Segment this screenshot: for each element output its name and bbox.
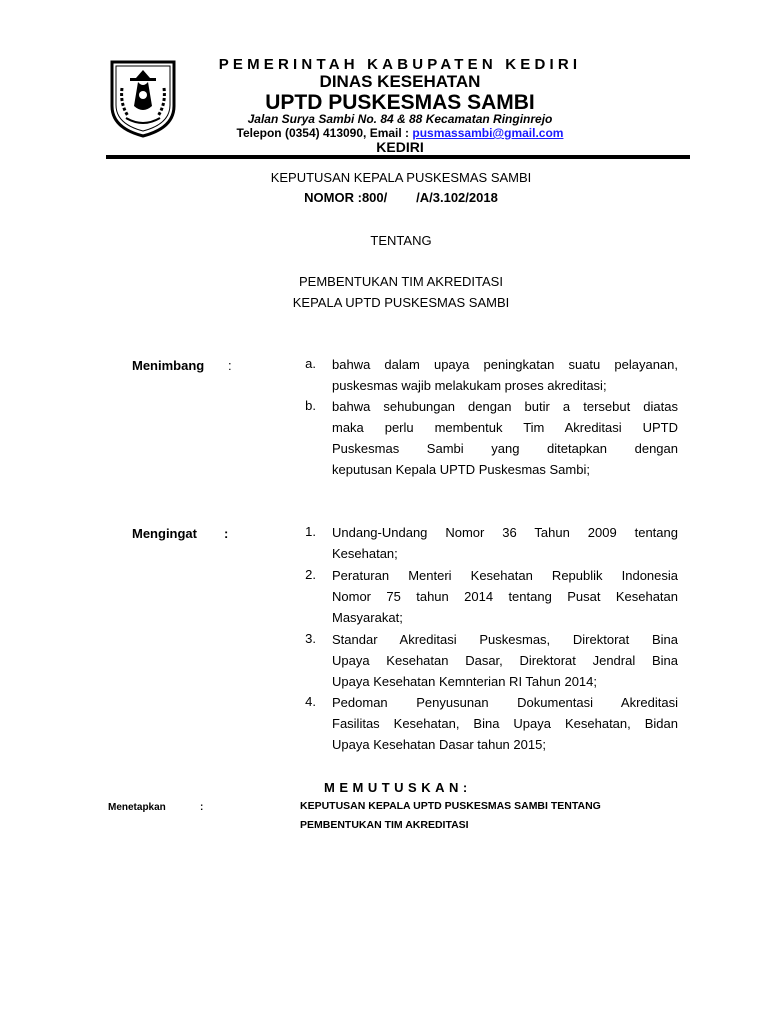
clause-line: Upaya Kesehatan Kemnterian RI Tahun 2014; [332, 674, 597, 689]
clause-line: Peraturan Menteri Kesehatan Republik Indonesia [332, 568, 678, 583]
menetapkan-colon: : [200, 802, 204, 813]
clause-line: Nomor 75 tahun 2014 tentang Pusat Kesehatan [332, 589, 678, 604]
decree-subject-line-2: KEPALA UPTD PUSKESMAS SAMBI [292, 295, 510, 310]
menetapkan-line-1: KEPUTUSAN KEPALA UPTD PUSKESMAS SAMBI TENTANG [300, 800, 601, 812]
mengingat-item [332, 692, 678, 755]
email-link[interactable]: pusmassambi@gmail.com [412, 126, 564, 140]
mengingat-marker: 2. [305, 567, 316, 582]
menimbang-item [332, 396, 678, 480]
mengingat-item [332, 522, 678, 564]
menimbang-marker: b. [305, 398, 316, 413]
memutuskan-heading: MEMUTUSKAN: [324, 780, 472, 795]
menimbang-item [332, 354, 678, 396]
letterhead-divider [106, 155, 690, 159]
menimbang-label: Menimbang [132, 358, 205, 373]
clause-line: Upaya Kesehatan Dasar tahun 2015; [332, 737, 546, 752]
clause-line: keputusan Kepala UPTD Puskesmas Sambi; [332, 462, 590, 477]
letterhead-government: PEMERINTAH KABUPATEN KEDIRI [218, 56, 582, 73]
decree-tentang: TENTANG [370, 233, 432, 248]
letterhead-institution: UPTD PUSKESMAS SAMBI [265, 91, 535, 114]
decree-title: KEPUTUSAN KEPALA PUSKESMAS SAMBI [270, 170, 532, 185]
clause-line: Masyarakat; [332, 610, 403, 625]
clause-line: bahwa dalam upaya peningkatan suatu pelayanan, [332, 357, 678, 372]
decree-subject-line-1: PEMBENTUKAN TIM AKREDITASI [299, 274, 503, 289]
menetapkan-line-2: PEMBENTUKAN TIM AKREDITASI [300, 819, 469, 831]
clause-line: Undang-Undang Nomor 36 Tahun 2009 tentang [332, 525, 678, 540]
letterhead-address: Jalan Surya Sambi No. 84 & 88 Kecamatan Ringinrejo [247, 112, 553, 126]
kediri-regency-emblem-icon [108, 58, 178, 138]
clause-line: bahwa sehubungan dengan butir a tersebut diatas [332, 399, 678, 414]
menetapkan-label: Menetapkan [108, 802, 166, 813]
mengingat-marker: 1. [305, 524, 316, 539]
clause-line: Pedoman Penyusunan Dokumentasi Akreditasi [332, 695, 678, 710]
clause-line: Kesehatan; [332, 546, 398, 561]
clause-line: Puskesmas Sambi yang ditetapkan dengan [332, 441, 678, 456]
letterhead-city: KEDIRI [376, 139, 424, 155]
mengingat-item [332, 629, 678, 692]
decree-number: NOMOR :800/ /A/3.102/2018 [304, 190, 498, 205]
mengingat-marker: 3. [305, 631, 316, 646]
clause-line: Upaya Kesehatan Dasar, Direktorat Jendral Bina [332, 653, 678, 668]
menimbang-colon: : [228, 358, 232, 373]
mengingat-marker: 4. [305, 694, 316, 709]
clause-line: Standar Akreditasi Puskesmas, Direktorat Bina [332, 632, 678, 647]
clause-line: maka perlu membentuk Tim Akreditasi UPTD [332, 420, 678, 435]
letterhead-phone: Telepon (0354) 413090, Email : [236, 126, 413, 140]
mengingat-colon: : [224, 526, 229, 541]
clause-line: puskesmas wajib melakukam proses akreditasi; [332, 378, 607, 393]
letterhead-contact [180, 126, 620, 140]
menimbang-marker: a. [305, 356, 316, 371]
clause-line: Fasilitas Kesehatan, Bina Upaya Kesehatan, Bidan [332, 716, 678, 731]
mengingat-item [332, 565, 678, 628]
letterhead-department: DINAS KESEHATAN [319, 72, 481, 91]
mengingat-label: Mengingat [132, 526, 197, 541]
